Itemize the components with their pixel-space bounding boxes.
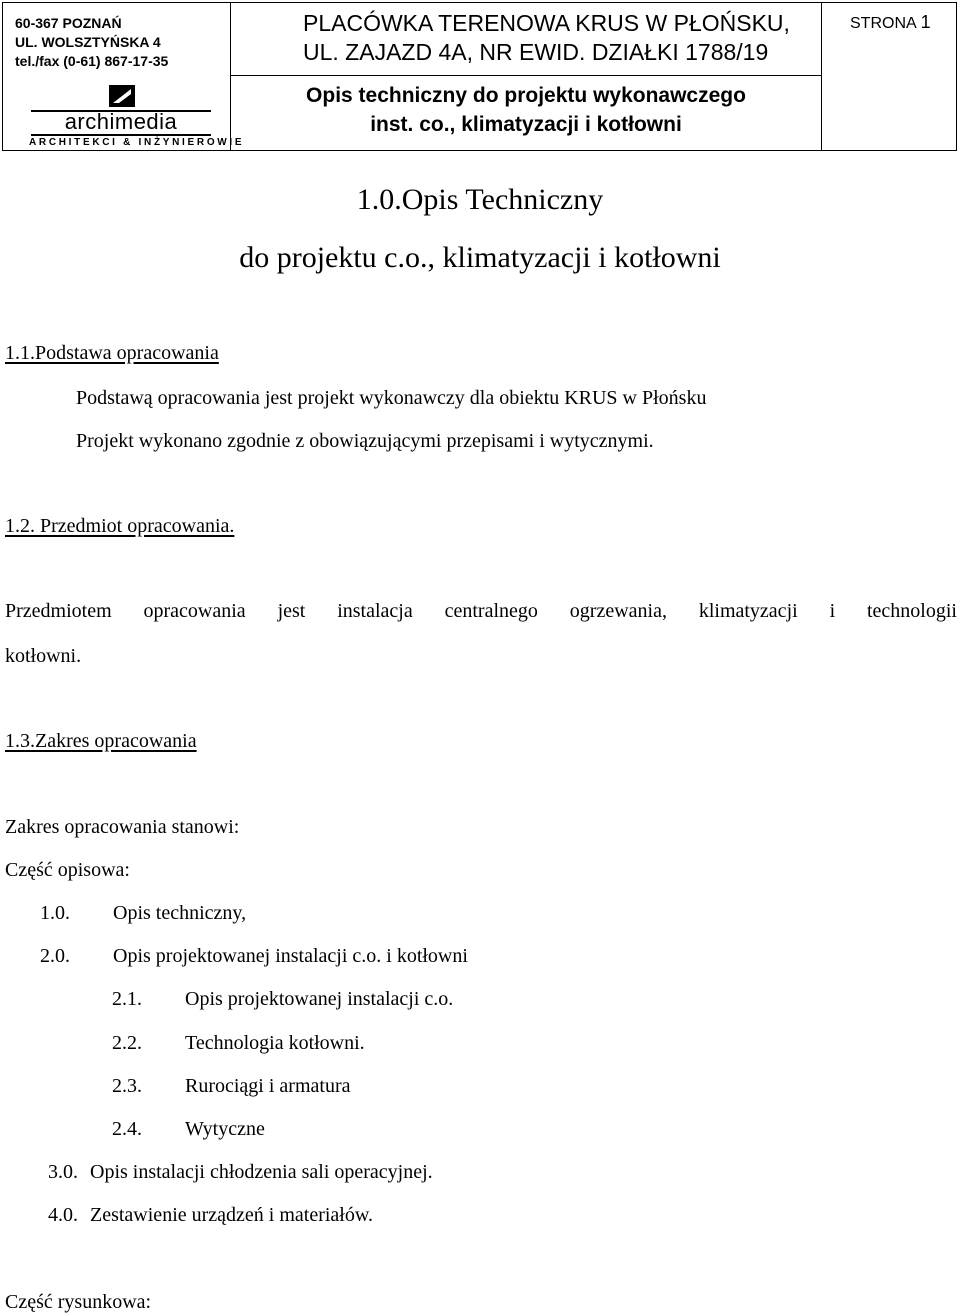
- header-divider: [231, 75, 821, 76]
- word: opracowania: [143, 600, 246, 622]
- paragraph-line: Projekt wykonano zgodnie z obowiązującymi przepisami i wytycznymi.: [76, 430, 654, 452]
- toc-number: 2.1.: [112, 988, 142, 1010]
- toc-number: 2.3.: [112, 1075, 142, 1097]
- toc-item: Opis instalacji chłodzenia sali operacyjnej.: [90, 1161, 433, 1183]
- toc-number: 4.0.: [48, 1204, 78, 1226]
- section-heading-1-3: 1.3.Zakres opracowania: [5, 730, 197, 752]
- project-location-line2: UL. ZAJAZD 4A, NR EWID. DZIAŁKI 1788/19: [303, 39, 769, 65]
- page-cell: [822, 3, 956, 150]
- toc-item: Rurociągi i armatura: [185, 1075, 351, 1097]
- paragraph-line: Podstawą opracowania jest projekt wykonawczy dla obiektu KRUS w Płońsku: [76, 387, 707, 409]
- logo-mark-icon: [109, 85, 135, 107]
- descriptive-part-label: Część opisowa:: [5, 859, 130, 881]
- word: ogrzewania,: [569, 600, 667, 622]
- word: jest: [277, 600, 306, 622]
- toc-item: Zestawienie urządzeń i materiałów.: [90, 1204, 374, 1226]
- company-cell: [3, 3, 245, 150]
- toc-number: 1.0.: [40, 902, 70, 924]
- toc-number: 2.2.: [112, 1032, 142, 1054]
- toc-item: Technologia kotłowni.: [185, 1032, 365, 1054]
- page-number: 1: [920, 12, 931, 32]
- document-header: [2, 2, 957, 151]
- toc-item: Opis projektowanej instalacji c.o.: [185, 988, 454, 1010]
- document-title: 1.0.Opis Techniczny: [356, 183, 604, 216]
- toc-item: Opis projektowanej instalacji c.o. i kotłowni: [113, 945, 468, 967]
- page-indicator: [850, 12, 931, 33]
- toc-number: 3.0.: [48, 1161, 78, 1183]
- company-address-city: 60-367 POZNAŃ: [15, 15, 122, 31]
- word: Przedmiotem: [5, 600, 112, 622]
- project-description-line1: Opis techniczny do projektu wykonawczego: [306, 84, 746, 107]
- page-label: STRONA: [850, 15, 917, 32]
- logo-tagline: ARCHITEKCI & INŻYNIEROWIE: [29, 137, 245, 148]
- word: centralnego: [444, 600, 538, 622]
- word: i: [829, 600, 836, 622]
- justified-paragraph-line: [5, 600, 957, 623]
- project-description-line2: inst. co., klimatyzacji i kotłowni: [370, 113, 682, 136]
- toc-number: 2.0.: [40, 945, 70, 967]
- logo-word-text: archimedia: [64, 109, 178, 134]
- section-heading-1-2: 1.2. Przedmiot opracowania.: [5, 515, 235, 537]
- company-address-street: UL. WOLSZTYŃSKA 4: [15, 34, 161, 50]
- project-location-line1: PLACÓWKA TERENOWA KRUS W PŁOŃSKU,: [303, 10, 790, 36]
- toc-number: 2.4.: [112, 1118, 142, 1140]
- document-subtitle: do projektu c.o., klimatyzacji i kotłowni: [239, 241, 721, 274]
- toc-item: Opis techniczny,: [113, 902, 247, 924]
- paragraph-line: kotłowni.: [5, 645, 82, 667]
- word: instalacja: [337, 600, 413, 622]
- toc-item: Wytyczne: [185, 1118, 265, 1140]
- scope-intro: Zakres opracowania stanowi:: [5, 816, 240, 838]
- company-logo: [31, 107, 211, 137]
- section-heading-1-1: 1.1.Podstawa opracowania: [5, 342, 219, 364]
- drawings-part-label: Część rysunkowa:: [5, 1291, 152, 1313]
- company-phone: tel./fax (0-61) 867-17-35: [15, 53, 169, 69]
- word: klimatyzacji: [698, 600, 798, 622]
- word: technologii: [867, 600, 957, 622]
- project-cell: [231, 3, 822, 150]
